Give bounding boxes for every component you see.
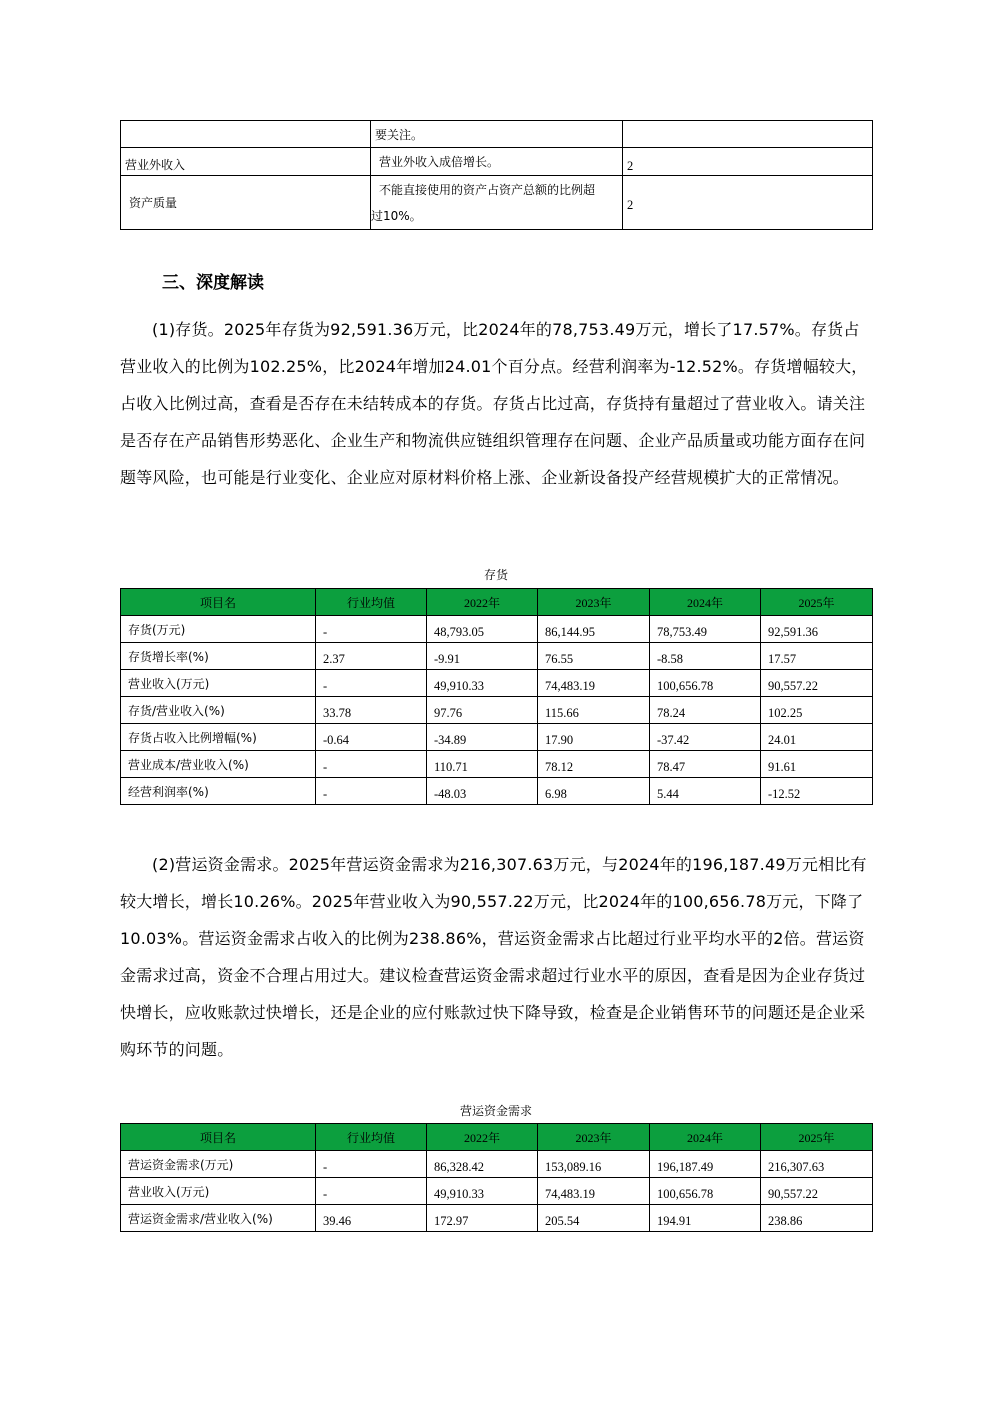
- paragraph-working-capital: [120, 846, 872, 1068]
- row-label: 营业成本/营业收入(%): [121, 751, 316, 778]
- row-label: 经营利润率(%): [121, 778, 316, 805]
- table-cell: 194.91: [650, 1205, 761, 1232]
- table-cell: 5.44: [650, 778, 761, 805]
- table-row: [121, 1151, 873, 1178]
- table-row: [121, 148, 873, 176]
- column-header: 2022年: [427, 1124, 538, 1151]
- table-cell: -: [316, 1151, 427, 1178]
- risk-table: [120, 120, 873, 230]
- table-cell: 48,793.05: [427, 616, 538, 643]
- risk-desc: 要关注。: [371, 121, 623, 148]
- row-label: 营业收入(万元): [121, 670, 316, 697]
- risk-score: [623, 121, 873, 148]
- table-cell: 17.90: [538, 724, 650, 751]
- row-label: 营业收入(万元): [121, 1178, 316, 1205]
- table-cell: 74,483.19: [538, 670, 650, 697]
- table-cell: 115.66: [538, 697, 650, 724]
- column-header: 行业均值: [316, 589, 427, 616]
- column-header: 2024年: [650, 589, 761, 616]
- table-row: [121, 1205, 873, 1232]
- risk-item: [121, 121, 371, 148]
- table-cell: 78.12: [538, 751, 650, 778]
- table-cell: 17.57: [761, 643, 873, 670]
- row-label: 营运资金需求/营业收入(%): [121, 1205, 316, 1232]
- paragraph-inventory: [120, 311, 872, 496]
- table-cell: 6.98: [538, 778, 650, 805]
- table-cell: 78.47: [650, 751, 761, 778]
- table-cell: 24.01: [761, 724, 873, 751]
- row-label: 存货/营业收入(%): [121, 697, 316, 724]
- inventory-table: [120, 588, 873, 805]
- table-cell: 78.24: [650, 697, 761, 724]
- table-row: [121, 751, 873, 778]
- row-label: 存货(万元): [121, 616, 316, 643]
- risk-score: 2: [623, 176, 873, 230]
- table-header-row: [121, 1124, 873, 1151]
- risk-desc-line: 不能直接使用的资产占资产总额的比例超: [379, 182, 596, 197]
- table-cell: -34.89: [427, 724, 538, 751]
- column-header: 2025年: [761, 1124, 873, 1151]
- table-cell: 102.25: [761, 697, 873, 724]
- table-cell: -: [316, 778, 427, 805]
- table-cell: -: [316, 670, 427, 697]
- table-cell: 110.71: [427, 751, 538, 778]
- table-row: [121, 724, 873, 751]
- table-cell: 92,591.36: [761, 616, 873, 643]
- table-cell: 196,187.49: [650, 1151, 761, 1178]
- table-caption: 存货: [483, 568, 508, 582]
- table-row: [121, 121, 873, 148]
- table-row: [121, 616, 873, 643]
- row-label: 存货占收入比例增幅(%): [121, 724, 316, 751]
- working-capital-table: [120, 1123, 873, 1232]
- table-cell: 100,656.78: [650, 670, 761, 697]
- table-cell: 86,328.42: [427, 1151, 538, 1178]
- column-header: 2024年: [650, 1124, 761, 1151]
- table-cell: 91.61: [761, 751, 873, 778]
- paragraph-text: (2)营运资金需求。2025年营运资金需求为216,307.63万元，与2024年的196,187.49万元相比有较大增长，增长10.26%。2025年营业收入为90,557.22万元，比2024年的100,656.78万元，下降了10.03%。营运资金需求占收入的比例为238.86%，营运资金需求占比超过行业平均水平的2倍。营运资金需求过高，资金不合理占用过大。建议检查营运资金需求超过行业水平的原因，查看是因为企业存货过快增长，应收账款过快增长，还是企业的应付账款过快下降导致，检查是企业销售环节的问题还是企业采购环节的问题。: [120, 855, 867, 1059]
- table-header-row: [121, 589, 873, 616]
- table-row: [121, 778, 873, 805]
- table-cell: 33.78: [316, 697, 427, 724]
- table-cell: 216,307.63: [761, 1151, 873, 1178]
- column-header: 2025年: [761, 589, 873, 616]
- table-cell: -9.91: [427, 643, 538, 670]
- table-cell: -48.03: [427, 778, 538, 805]
- table-caption: 营运资金需求: [459, 1104, 532, 1118]
- table-cell: 2.37: [316, 643, 427, 670]
- column-header: 2022年: [427, 589, 538, 616]
- table-cell: 97.76: [427, 697, 538, 724]
- table-row: [121, 176, 873, 230]
- row-label: 存货增长率(%): [121, 643, 316, 670]
- table-cell: -0.64: [316, 724, 427, 751]
- paragraph-text: (1)存货。2025年存货为92,591.36万元，比2024年的78,753.49万元，增长了17.57%。存货占营业收入的比例为102.25%，比2024年增加24.01个百分点。经营利润率为-12.52%。存货增幅较大，占收入比例过高，查看是否存在未结转成本的存货。存货占比过高，存货持有量超过了营业收入。请关注是否存在产品销售形势恶化、企业生产和物流供应链组织管理存在问题、企业产品质量或功能方面存在问题等风险，也可能是行业变化、企业应对原材料价格上涨、企业新设备投产经营规模扩大的正常情况。: [120, 320, 868, 487]
- table-row: [121, 670, 873, 697]
- table-row: [121, 643, 873, 670]
- table-cell: 153,089.16: [538, 1151, 650, 1178]
- table-cell: 78,753.49: [650, 616, 761, 643]
- table-cell: 76.55: [538, 643, 650, 670]
- column-header: 2023年: [538, 1124, 650, 1151]
- column-header: 项目名: [121, 1124, 316, 1151]
- table-cell: 39.46: [316, 1205, 427, 1232]
- table-row: [121, 1178, 873, 1205]
- table-cell: 49,910.33: [427, 670, 538, 697]
- table-cell: 49,910.33: [427, 1178, 538, 1205]
- risk-desc-line: 过10%。: [371, 208, 422, 223]
- table-cell: 86,144.95: [538, 616, 650, 643]
- row-label: 营运资金需求(万元): [121, 1151, 316, 1178]
- table-cell: 100,656.78: [650, 1178, 761, 1205]
- section-heading: 三、深度解读: [162, 273, 264, 293]
- table-cell: -8.58: [650, 643, 761, 670]
- risk-desc: 营业外收入成倍增长。: [371, 148, 623, 176]
- table-cell: 172.97: [427, 1205, 538, 1232]
- table-cell: -37.42: [650, 724, 761, 751]
- column-header: 2023年: [538, 589, 650, 616]
- table-row: [121, 697, 873, 724]
- table-cell: 90,557.22: [761, 1178, 873, 1205]
- table-cell: -: [316, 616, 427, 643]
- risk-score: 2: [623, 148, 873, 176]
- table-cell: 238.86: [761, 1205, 873, 1232]
- risk-item: 资产质量: [121, 176, 371, 230]
- table-cell: -: [316, 1178, 427, 1205]
- table-cell: 90,557.22: [761, 670, 873, 697]
- column-header: 行业均值: [316, 1124, 427, 1151]
- table-cell: -12.52: [761, 778, 873, 805]
- column-header: 项目名: [121, 589, 316, 616]
- risk-item: 营业外收入: [121, 148, 371, 176]
- table-cell: -: [316, 751, 427, 778]
- table-cell: 74,483.19: [538, 1178, 650, 1205]
- table-cell: 205.54: [538, 1205, 650, 1232]
